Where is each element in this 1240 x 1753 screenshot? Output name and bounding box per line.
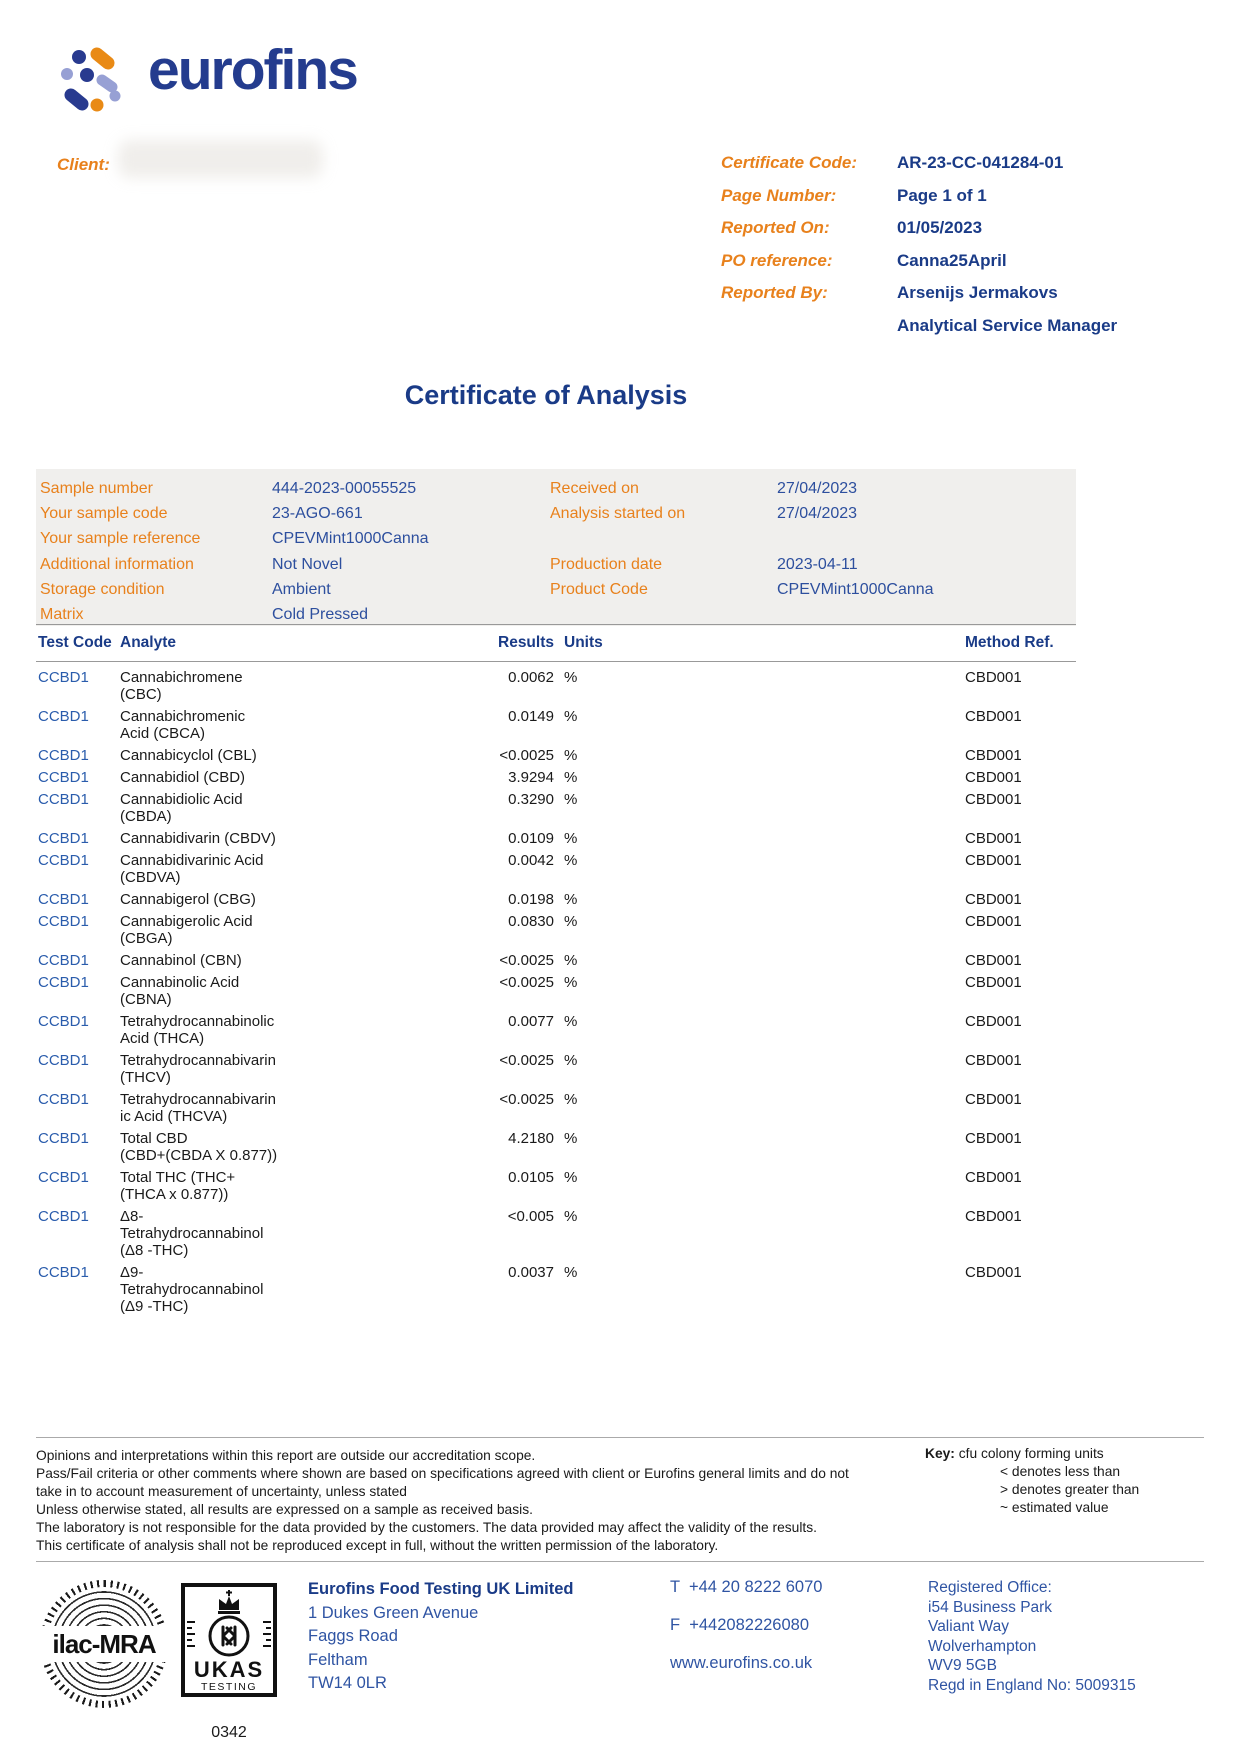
method-ref-cell: CBD001 (965, 974, 1022, 991)
sample-info-value: 23-AGO-661 (272, 505, 363, 523)
analyte-line: Acid (THCA) (120, 1030, 205, 1047)
sample-info-label: Storage condition (40, 580, 165, 598)
units-cell: % (564, 974, 578, 991)
analyte-cell (120, 708, 422, 742)
result-value-cell: 0.3290 (508, 791, 554, 808)
sample-info-label: Your sample reference (40, 530, 201, 548)
analyte-line: (THCA x 0.877)) (120, 1186, 229, 1203)
result-row (36, 1169, 1076, 1203)
results-table-header (36, 624, 1076, 662)
client-label: Client: (57, 155, 110, 174)
meta-row (721, 186, 1117, 205)
sample-info-value: 444-2023-00055525 (272, 480, 417, 497)
analyte-line: (CBNA) (120, 991, 172, 1008)
certificate-code: AR-23-CC-041284-01 (897, 153, 1064, 172)
result-value-cell: <0.005 (507, 1208, 554, 1225)
result-row (36, 708, 1076, 742)
sample-info-value: Cold Pressed (272, 606, 369, 624)
units-cell: % (564, 952, 578, 969)
analyte-cell (120, 769, 422, 786)
analyte-cell (120, 830, 422, 847)
units-cell: % (564, 747, 578, 764)
result-row (36, 747, 1076, 764)
result-row (36, 852, 1076, 886)
eurofins-logo-mark-icon (58, 46, 140, 116)
key-first-line (925, 1445, 1139, 1463)
meta-label: Reported On: (721, 218, 830, 237)
units-cell: % (564, 830, 578, 847)
test-code-cell: CCBD1 (38, 1130, 89, 1147)
certificate-meta (721, 153, 1117, 348)
result-value-cell: 0.0042 (508, 852, 554, 869)
reported-on-date: 01/05/2023 (897, 218, 983, 237)
column-header-method: Method Ref. (965, 634, 1054, 651)
meta-row (721, 283, 1117, 302)
method-ref-cell: CBD001 (965, 913, 1022, 930)
sample-info-value: Ambient (272, 580, 331, 598)
test-code-cell: CCBD1 (38, 1013, 89, 1030)
result-row (36, 669, 1076, 703)
meta-label (721, 316, 897, 335)
disclaimer-line: Unless otherwise stated, all results are expressed on a sample as received basis. (36, 1502, 533, 1517)
meta-label: Page Number: (721, 185, 837, 205)
analyte-line: Δ8- (120, 1208, 144, 1225)
meta-row (721, 218, 1117, 237)
method-ref-cell: CBD001 (965, 1130, 1022, 1147)
disclaimer-line: Pass/Fail criteria or other comments where shown are based on specifications agreed with client or Eurofins general limits and do not (36, 1466, 849, 1481)
method-ref-cell: CBD001 (965, 830, 1022, 847)
result-value-cell: <0.0025 (499, 952, 554, 969)
ilac-mra-logo-icon (40, 1580, 168, 1708)
client-name-redacted (118, 140, 323, 178)
result-row (36, 1130, 1076, 1164)
test-code-cell: CCBD1 (38, 1091, 89, 1108)
page-number: Page 1 of 1 (897, 185, 987, 205)
result-row (36, 952, 1076, 969)
website-url: www.eurofins.co.uk (670, 1654, 813, 1672)
column-header-analyte: Analyte (120, 634, 176, 651)
result-value-cell: 4.2180 (508, 1130, 554, 1147)
sample-info-label (550, 526, 777, 551)
sample-info-label: Matrix (40, 606, 84, 624)
analyte-line: Total THC (THC+ (120, 1169, 236, 1186)
analyte-line: (CBD+(CBDA X 0.877)) (120, 1147, 278, 1164)
test-code-cell: CCBD1 (38, 769, 89, 786)
sample-info-label: Sample number (40, 480, 153, 497)
fax-number: F +442082226080 (670, 1616, 810, 1634)
units-cell: % (564, 1013, 578, 1030)
meta-row (721, 316, 1117, 335)
analyte-cell (120, 1091, 422, 1125)
result-value-cell: <0.0025 (499, 974, 554, 991)
sample-info-label: Production date (550, 555, 663, 573)
units-cell: % (564, 769, 578, 786)
disclaimer-line: take in to account measurement of uncertainty, unless stated (36, 1484, 407, 1499)
units-cell: % (564, 852, 578, 869)
method-ref-cell: CBD001 (965, 747, 1022, 764)
result-row (36, 1013, 1076, 1047)
units-cell: % (564, 708, 578, 725)
method-ref-cell: CBD001 (965, 769, 1022, 786)
sample-info-label: Received on (550, 480, 639, 497)
analyte-cell (120, 747, 422, 764)
analyte-line: Cannabidiolic Acid (120, 791, 243, 808)
analyte-line: Total CBD (120, 1130, 188, 1147)
reported-by-title: Analytical Service Manager (897, 315, 1118, 335)
method-ref-cell: CBD001 (965, 891, 1022, 908)
ukas-accreditation-number: 0342 (211, 1724, 247, 1741)
test-code-cell: CCBD1 (38, 952, 89, 969)
po-reference: Canna25April (897, 250, 1007, 270)
analyte-line: Cannabigerolic Acid (120, 913, 253, 930)
address-line: 1 Dukes Green Avenue (308, 1603, 479, 1622)
analyte-line: Tetrahydrocannabivarin (120, 1052, 276, 1069)
sample-info-value: Not Novel (272, 555, 343, 573)
test-code-cell: CCBD1 (38, 1169, 89, 1186)
company-address-lines (308, 1602, 574, 1696)
analyte-cell (120, 974, 422, 1008)
analyte-cell (120, 852, 422, 886)
result-row (36, 913, 1076, 947)
analyte-line: Tetrahydrocannabivarin (120, 1091, 276, 1108)
sample-info-value: 27/04/2023 (777, 505, 858, 523)
sample-info-panel (36, 469, 1076, 626)
result-row (36, 1264, 1076, 1315)
key-line: < denotes less than (1000, 1464, 1121, 1479)
method-ref-cell: CBD001 (965, 852, 1022, 869)
company-name: Eurofins Food Testing UK Limited (308, 1580, 574, 1598)
key-cfu-text: cfu colony forming units (958, 1446, 1104, 1461)
disclaimer-line: This certificate of analysis shall not be reproduced except in full, without the written permission of the laboratory. (36, 1538, 719, 1553)
registered-line: Wolverhampton (928, 1637, 1037, 1655)
analyte-line: (CBGA) (120, 930, 173, 947)
column-header-test-code: Test Code (38, 634, 112, 651)
result-row (36, 830, 1076, 847)
test-code-cell: CCBD1 (38, 1052, 89, 1069)
result-value-cell: <0.0025 (499, 1091, 554, 1108)
reported-by-name: Arsenijs Jermakovs (897, 283, 1058, 302)
sample-info-value: CPEVMint1000Canna (777, 580, 934, 598)
test-code-cell: CCBD1 (38, 913, 89, 930)
registered-office-block (928, 1578, 1136, 1695)
sample-info-label: Additional information (40, 555, 194, 573)
registered-line: Regd in England No: 5009315 (928, 1676, 1136, 1694)
analyte-line: Tetrahydrocannabinol (120, 1281, 264, 1298)
analyte-cell (120, 1052, 422, 1086)
column-header-results: Results (498, 634, 554, 651)
analyte-cell (120, 891, 422, 908)
column-header-units: Units (564, 634, 603, 651)
units-cell: % (564, 1169, 578, 1186)
analyte-cell (120, 913, 422, 947)
analyte-line: Cannabidiol (CBD) (120, 769, 246, 786)
analyte-cell (120, 1013, 422, 1047)
analyte-line: Tetrahydrocannabinol (120, 1225, 264, 1242)
key-line: > denotes greater than (1000, 1482, 1140, 1497)
units-cell: % (564, 913, 578, 930)
address-line: TW14 0LR (308, 1674, 387, 1692)
analyte-line: (CBDA) (120, 808, 172, 825)
analyte-cell (120, 1130, 422, 1164)
sample-info-value: 2023-04-11 (777, 555, 858, 573)
address-line: Feltham (308, 1650, 368, 1669)
test-code-cell: CCBD1 (38, 1208, 89, 1225)
analyte-cell (120, 952, 422, 969)
method-ref-cell: CBD001 (965, 1208, 1022, 1225)
result-row (36, 791, 1076, 825)
method-ref-cell: CBD001 (965, 1052, 1022, 1069)
svg-text:TESTING: TESTING (200, 1681, 258, 1693)
analyte-line: Cannabinol (CBN) (120, 952, 242, 969)
method-ref-cell: CBD001 (965, 791, 1022, 808)
result-row (36, 1091, 1076, 1125)
analyte-line: Cannabidivarin (CBDV) (120, 830, 276, 847)
test-code-cell: CCBD1 (38, 974, 89, 991)
ilac-mra-label: ilac-MRA (52, 1628, 156, 1659)
analyte-line: (Δ8 -THC) (120, 1242, 189, 1259)
phone-number: T +44 20 8222 6070 (670, 1578, 823, 1596)
units-cell: % (564, 891, 578, 908)
result-value-cell: 0.0149 (508, 708, 554, 725)
method-ref-cell: CBD001 (965, 952, 1022, 969)
ukas-logo (180, 1580, 278, 1742)
meta-label: PO reference: (721, 250, 833, 270)
result-value-cell: 0.0062 (508, 669, 554, 686)
test-code-cell: CCBD1 (38, 891, 89, 908)
key-line: ~ estimated value (1000, 1500, 1109, 1515)
registered-line: Registered Office: (928, 1579, 1052, 1596)
eurofins-logo (58, 38, 357, 116)
test-code-cell: CCBD1 (38, 708, 89, 725)
result-row (36, 769, 1076, 786)
disclaimer-line: Opinions and interpretations within this report are outside our accreditation scope. (36, 1448, 536, 1463)
analyte-line: ic Acid (THCVA) (120, 1108, 228, 1125)
analyte-cell (120, 1208, 422, 1259)
analyte-line: Tetrahydrocannabinolic (120, 1013, 275, 1030)
result-value-cell: <0.0025 (499, 747, 554, 764)
test-code-cell: CCBD1 (38, 747, 89, 764)
sample-info-label: Analysis started on (550, 505, 686, 523)
result-value-cell: 0.0077 (508, 1013, 554, 1030)
test-code-cell: CCBD1 (38, 669, 89, 686)
analyte-line: Cannabigerol (CBG) (120, 891, 256, 908)
sample-info-label: Your sample code (40, 505, 168, 523)
meta-label: Certificate Code: (721, 153, 858, 172)
units-cell: % (564, 1130, 578, 1147)
registered-line: Valiant Way (928, 1618, 1009, 1635)
key-label: Key: (925, 1446, 955, 1461)
method-ref-cell: CBD001 (965, 1169, 1022, 1186)
address-line: Faggs Road (308, 1627, 398, 1645)
result-value-cell: 0.0830 (508, 913, 554, 930)
results-rows (36, 669, 1076, 1320)
test-code-cell: CCBD1 (38, 791, 89, 808)
units-cell: % (564, 791, 578, 808)
result-value-cell: 3.9294 (508, 769, 554, 786)
eurofins-logo-text: eurofins (148, 38, 357, 102)
method-ref-cell: CBD001 (965, 1264, 1022, 1281)
method-ref-cell: CBD001 (965, 669, 1022, 686)
key-block (925, 1445, 1139, 1517)
sample-info-value: 27/04/2023 (777, 480, 858, 497)
analyte-line: (THCV) (120, 1069, 171, 1086)
result-value-cell: <0.0025 (499, 1052, 554, 1069)
analyte-line: (Δ9 -THC) (120, 1298, 189, 1315)
analyte-cell (120, 1264, 422, 1315)
analyte-line: Δ9- (120, 1264, 144, 1281)
sample-info-value: CPEVMint1000Canna (272, 530, 429, 548)
analyte-line: Cannabichromenic (120, 708, 246, 725)
analyte-line: (CBDVA) (120, 869, 181, 886)
disclaimer-line: The laboratory is not responsible for the data provided by the customers. The data provided may affect the validity of the results. (36, 1520, 817, 1535)
analyte-line: Acid (CBCA) (120, 725, 206, 742)
test-code-cell: CCBD1 (38, 830, 89, 847)
analyte-line: Cannabinolic Acid (120, 974, 240, 991)
registered-line: WV9 5GB (928, 1657, 997, 1674)
units-cell: % (564, 669, 578, 686)
units-cell: % (564, 1091, 578, 1108)
contact-block (670, 1578, 822, 1692)
meta-row (721, 251, 1117, 270)
result-row (36, 974, 1076, 1008)
sample-info-label: Product Code (550, 580, 648, 598)
disclaimer-section (36, 1437, 1204, 1562)
method-ref-cell: CBD001 (965, 1091, 1022, 1108)
meta-row (721, 153, 1117, 172)
page-title: Certificate of Analysis (404, 380, 688, 410)
analyte-line: (CBC) (120, 686, 162, 703)
analyte-cell (120, 791, 422, 825)
method-ref-cell: CBD001 (965, 708, 1022, 725)
meta-label: Reported By: (721, 283, 828, 302)
svg-text:UKAS: UKAS (193, 1657, 265, 1682)
sample-info-value (777, 526, 1076, 551)
analyte-line: Cannabidivarinic Acid (120, 852, 264, 869)
analyte-line: Cannabichromene (120, 669, 243, 686)
result-value-cell: 0.0037 (508, 1264, 554, 1281)
company-address-block (308, 1578, 574, 1696)
test-code-cell: CCBD1 (38, 1264, 89, 1281)
ukas-logo-icon (180, 1580, 278, 1716)
result-value-cell: 0.0105 (508, 1169, 554, 1186)
result-row (36, 1208, 1076, 1259)
analyte-cell (120, 669, 422, 703)
units-cell: % (564, 1264, 578, 1281)
method-ref-cell: CBD001 (965, 1013, 1022, 1030)
result-row (36, 1052, 1076, 1086)
units-cell: % (564, 1052, 578, 1069)
result-value-cell: 0.0198 (508, 891, 554, 908)
result-value-cell: 0.0109 (508, 830, 554, 847)
analyte-line: Cannabicyclol (CBL) (120, 747, 257, 764)
units-cell: % (564, 1208, 578, 1225)
analyte-cell (120, 1169, 422, 1203)
result-row (36, 891, 1076, 908)
registered-line: i54 Business Park (928, 1598, 1053, 1616)
key-lines (925, 1463, 1139, 1517)
test-code-cell: CCBD1 (38, 852, 89, 869)
